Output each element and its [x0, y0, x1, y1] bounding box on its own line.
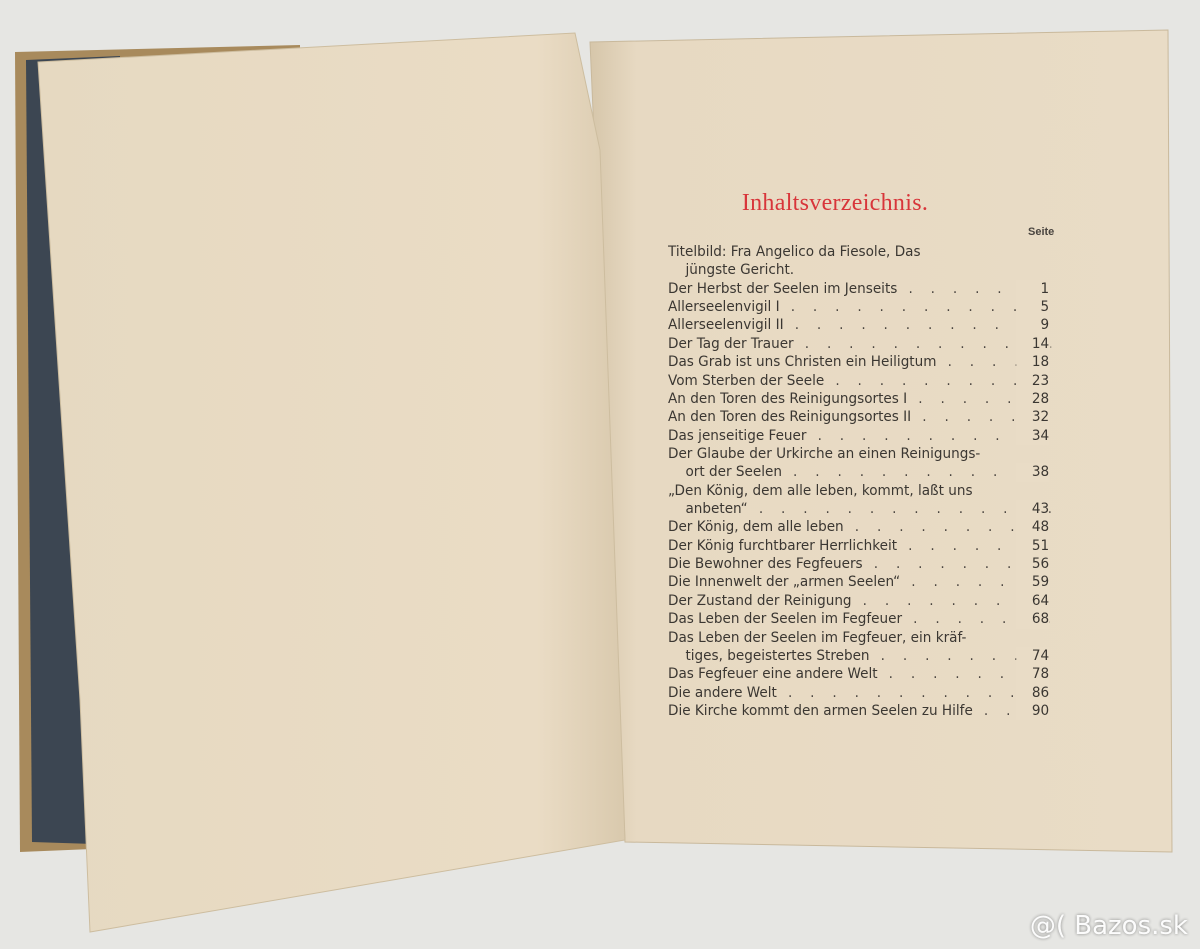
toc-entry-line — [668, 573, 1051, 591]
toc-entry-line — [668, 408, 1051, 426]
toc-entry-page-number: 48 — [1016, 518, 1049, 536]
toc-entry-title: Vom Sterben der Seele . . . — [668, 373, 1051, 389]
toc-entry-title: Titelbild: Fra Angelico da Fiesole, Das — [668, 244, 921, 260]
toc-entry — [668, 445, 1051, 482]
toc-entry-title: Der König, dem alle leben . . . — [668, 519, 1051, 535]
toc-entry — [668, 316, 1051, 334]
toc-entry-page-number: 90 — [1016, 702, 1049, 720]
toc-entry — [668, 665, 1051, 683]
toc-entry — [668, 372, 1051, 390]
toc-entry-title: Der Zustand der Reinigung . . . — [668, 593, 1051, 609]
table-of-contents — [668, 243, 1051, 720]
toc-entry-page-number: 56 — [1016, 555, 1049, 573]
toc-entry-page-number: 38 — [1016, 463, 1049, 481]
toc-entry — [668, 390, 1051, 408]
toc-entry-title: Das jenseitige Feuer . . . — [668, 428, 1051, 444]
toc-entry-page-number: 34 — [1016, 427, 1049, 445]
toc-entry — [668, 573, 1051, 591]
toc-entry — [668, 427, 1051, 445]
toc-entry — [668, 243, 1051, 280]
toc-entry-page-number: 23 — [1016, 372, 1049, 390]
toc-entry-title: Die Kirche kommt den armen Seelen zu Hilfe . . . — [668, 703, 1051, 719]
toc-entry — [668, 408, 1051, 426]
toc-entry-line — [668, 482, 1051, 500]
page-column-label: Seite — [1028, 226, 1055, 238]
toc-entry-page-number: 43 — [1016, 500, 1049, 518]
toc-entry-page-number: 18 — [1016, 353, 1049, 371]
toc-entry — [668, 684, 1051, 702]
toc-entry-title: „Den König, dem alle leben, kommt, laßt uns — [668, 482, 973, 499]
toc-entry-page-number: 68 — [1016, 610, 1049, 628]
toc-entry-line — [668, 316, 1051, 334]
toc-entry-page-number: 51 — [1016, 537, 1049, 555]
toc-entry — [668, 518, 1051, 536]
toc-entry-title: Die Bewohner des Fegfeuers . . . — [668, 556, 1051, 572]
toc-entry-line — [668, 702, 1051, 720]
watermark: @( Bazos.sk — [1029, 911, 1188, 941]
toc-entry-line — [668, 353, 1051, 371]
toc-entry-line — [668, 537, 1051, 555]
toc-entry-title: An den Toren des Reinigungsortes II . . . — [668, 409, 1051, 425]
toc-entry-title: tiges, begeistertes Streben . . . — [685, 648, 1051, 664]
toc-entry-page-number: 9 — [1016, 316, 1049, 334]
toc-entry — [668, 592, 1051, 610]
toc-entry-title: Der König furchtbarer Herrlichkeit . . . — [668, 538, 1051, 554]
toc-entry — [668, 610, 1051, 628]
toc-entry-line — [668, 555, 1051, 573]
toc-entry-page-number: 5 — [1016, 298, 1049, 316]
toc-entry-page-number: 59 — [1016, 573, 1049, 591]
toc-entry-line — [668, 518, 1051, 536]
toc-entry-line — [668, 592, 1051, 610]
toc-entry-line — [668, 647, 1051, 665]
toc-entry-title: Das Fegfeuer eine andere Welt . . . — [668, 666, 1051, 682]
toc-entry-line — [668, 390, 1051, 408]
toc-entry-page-number: 14 — [1016, 335, 1049, 353]
toc-entry-line — [668, 610, 1051, 628]
toc-entry — [668, 335, 1051, 353]
toc-heading: Inhaltsverzeichnis. — [741, 190, 929, 216]
toc-entry-title: Der Glaube der Urkirche an einen Reinigungs- — [668, 445, 981, 462]
toc-entry-line — [668, 500, 1051, 518]
toc-entry-title: Der Tag der Trauer . . . — [668, 336, 1051, 352]
toc-entry-title: jüngste Gericht. — [685, 262, 795, 279]
toc-entry-line — [668, 445, 1051, 463]
toc-entry — [668, 298, 1051, 316]
toc-entry-line — [668, 280, 1051, 298]
toc-entry-page-number: 78 — [1016, 665, 1049, 683]
toc-entry — [668, 280, 1051, 298]
toc-entry-line — [668, 629, 1051, 647]
toc-entry-line — [668, 463, 1051, 481]
toc-entry-line — [668, 427, 1051, 445]
toc-entry-title: Die Innenwelt der „armen Seelen“ . . . — [668, 574, 1051, 590]
toc-entry-title: Das Leben der Seelen im Fegfeuer, ein kräf- — [668, 629, 967, 646]
toc-entry — [668, 482, 1051, 519]
toc-entry-title: ort der Seelen . . . — [685, 464, 1051, 480]
left-page — [38, 33, 625, 932]
toc-entry-title: Das Grab ist uns Christen ein Heiligtum . . . — [668, 354, 1051, 370]
toc-entry-line — [668, 261, 1051, 279]
toc-entry — [668, 555, 1051, 573]
toc-entry-title: Allerseelenvigil I . . . — [668, 299, 1051, 315]
toc-entry-line — [668, 243, 1051, 261]
toc-entry — [668, 702, 1051, 720]
toc-entry-title: An den Toren des Reinigungsortes I . . . — [668, 391, 1051, 407]
toc-entry-title: Allerseelenvigil II . . . — [668, 317, 1051, 333]
toc-entry-page-number: 32 — [1016, 408, 1049, 426]
toc-entry-page-number: 74 — [1016, 647, 1049, 665]
toc-entry — [668, 353, 1051, 371]
toc-entry-title: Die andere Welt . . . — [668, 685, 1051, 701]
toc-entry-line — [668, 684, 1051, 702]
toc-entry-title: Der Herbst der Seelen im Jenseits . . . — [668, 281, 1051, 297]
toc-entry-page-number: 86 — [1016, 684, 1049, 702]
toc-entry-page-number: 64 — [1016, 592, 1049, 610]
toc-entry-line — [668, 298, 1051, 316]
toc-entry-page-number: 28 — [1016, 390, 1049, 408]
toc-entry-title: Das Leben der Seelen im Fegfeuer . . . — [668, 611, 1051, 627]
toc-entry-line — [668, 372, 1051, 390]
toc-entry-title: anbeten“ . . . — [685, 501, 1051, 517]
toc-entry-line — [668, 335, 1051, 353]
toc-entry — [668, 537, 1051, 555]
toc-entry — [668, 629, 1051, 666]
toc-entry-page-number: 1 — [1016, 280, 1049, 298]
toc-entry-line — [668, 665, 1051, 683]
